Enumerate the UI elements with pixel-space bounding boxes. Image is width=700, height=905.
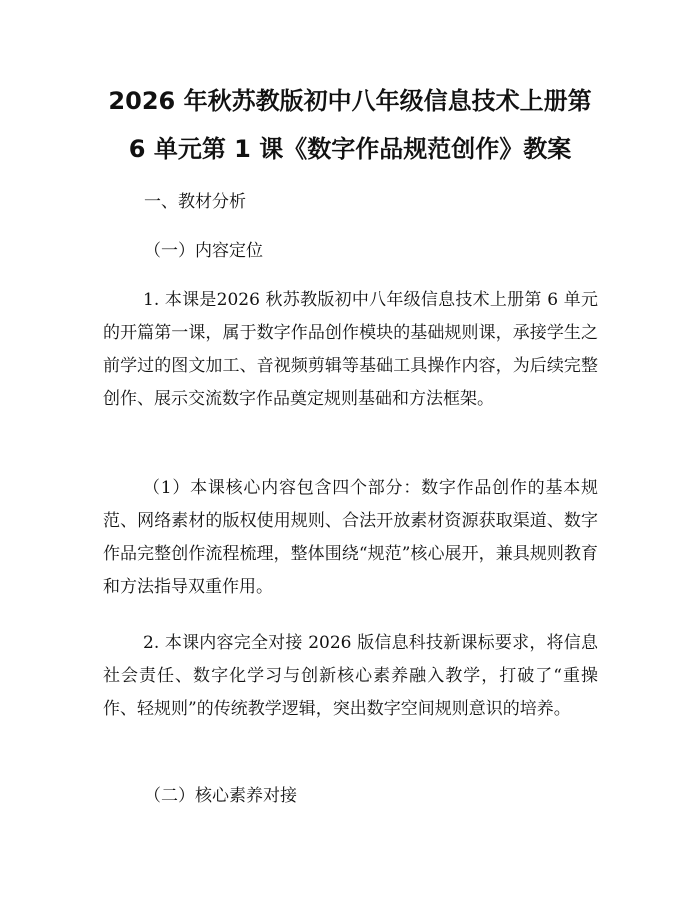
document-title-line-1: 2026 年秋苏教版初中八年级信息技术上册第 [108, 87, 592, 115]
paragraph-core-content: （1）本课核心内容包含四个部分：数字作品创作的基本规范、网络素材的版权使用规则、合法开放素材资源获取渠道、数字作品完整创作流程梳理，整体围绕“规范”核心展开，兼具规则教育和方法指导双重作用。 [103, 478, 598, 597]
section-heading-textbook-analysis: 一、教材分析 [144, 192, 246, 212]
paragraph-curriculum-alignment: 2. 本课内容完全对接 2026 版信息科技新课标要求，将信息社会责任、数字化学习与创新核心素养融入教学，打破了“重操作、轻规则”的传统教学逻辑，突出数字空间规则意识的培养。 [103, 633, 598, 719]
document-title-line-2: 6 单元第 1 课《数字作品规范创作》教案 [128, 135, 572, 163]
paragraph-lesson-overview: 1. 本课是2026 秋苏教版初中八年级信息技术上册第 6 单元的开篇第一课，属于数字作品创作模块的基础规则课，承接学生之前学过的图文加工、音视频剪辑等基础工具操作内容，为后续完整创作、展示交流数字作品奠定规则基础和方法框架。 [103, 290, 598, 409]
subsection-heading-core-literacy: （二）核心素养对接 [144, 786, 297, 806]
subsection-heading-content-positioning: （一）内容定位 [144, 241, 263, 261]
